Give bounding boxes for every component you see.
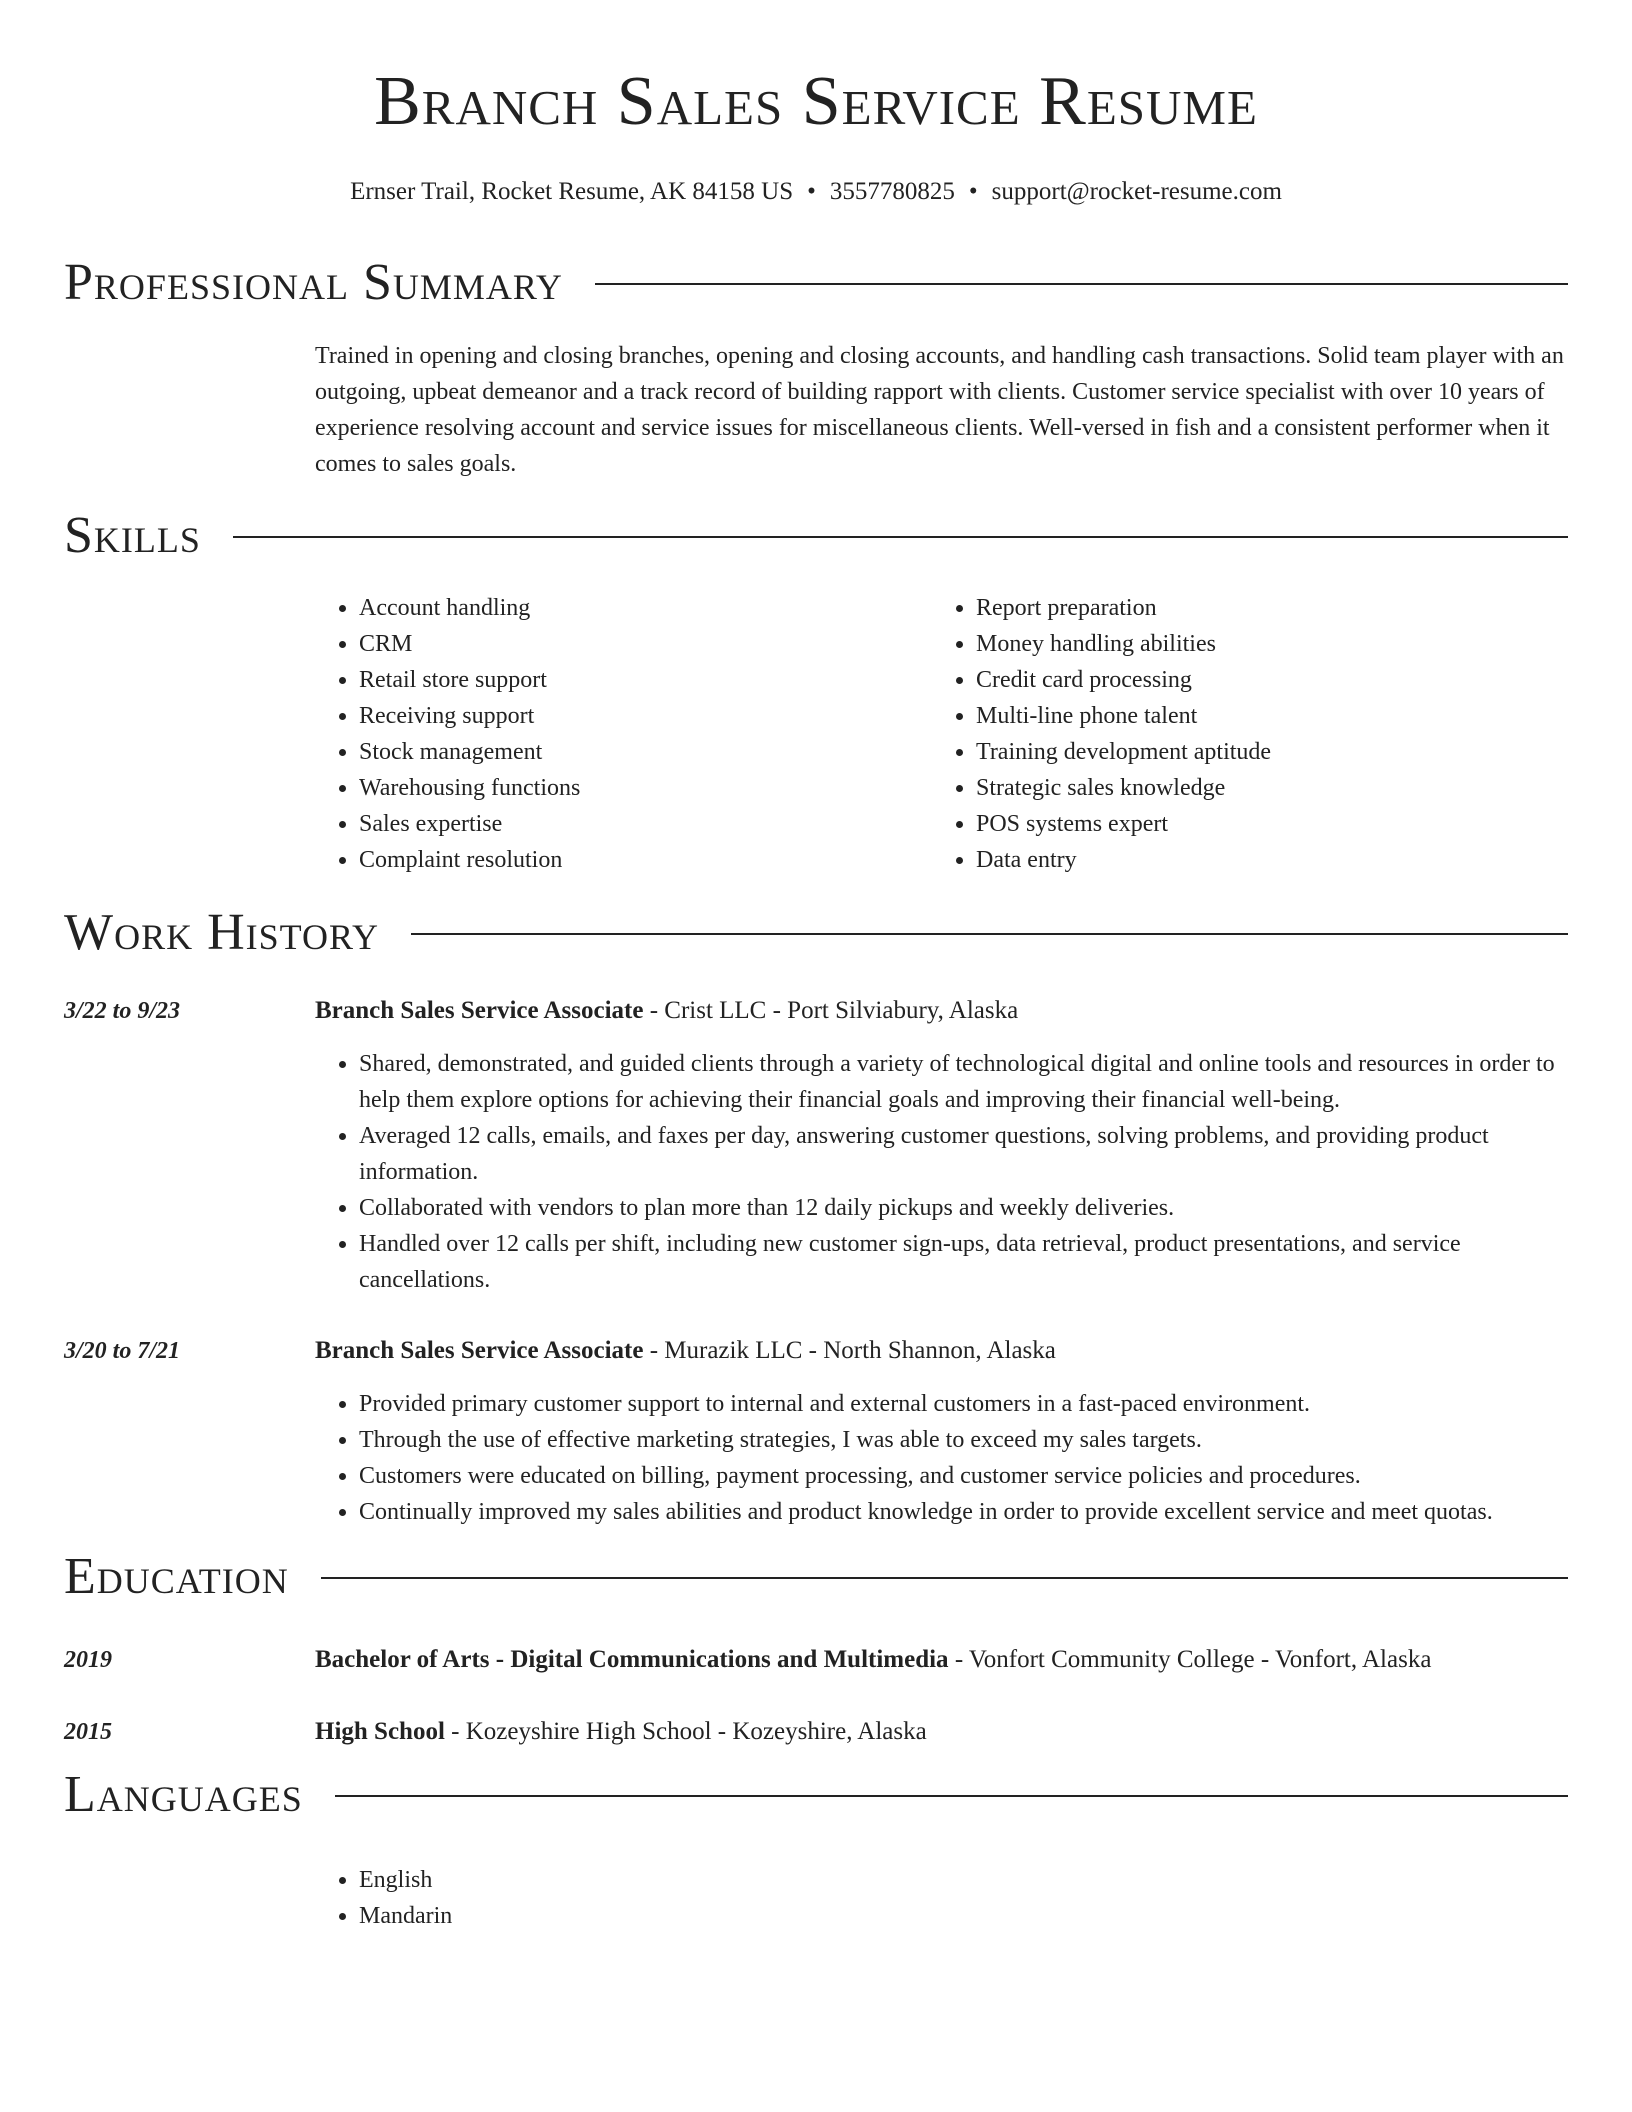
skill-item: • POS systems expert bbox=[976, 806, 1549, 842]
summary-text: Trained in opening and closing branches, opening and closing accounts, and handling cash transactions. Solid team player with an outgoing, upbeat demeanor and a track record of building rapport with clients. Customer service specialist with over 10 years of experience resolving account and service issues for miscellaneous clients. Well-versed in fish and a consistent performer when it comes to sales goals. bbox=[315, 343, 1564, 477]
skill-item: • Multi-line phone talent bbox=[976, 698, 1549, 734]
section-divider bbox=[411, 933, 1568, 935]
work-section-heading bbox=[64, 901, 1568, 965]
job-employer: - Crist LLC - Port Silviabury, Alaska bbox=[643, 997, 1019, 1024]
skill-item: • Money handling abilities bbox=[976, 626, 1549, 662]
section-divider bbox=[233, 536, 1568, 538]
job-duty-item: • Provided primary customer support to internal and external customers in a fast-paced environment. bbox=[359, 1386, 1568, 1422]
work-heading: Work History bbox=[64, 904, 380, 961]
contact-line bbox=[0, 176, 1632, 208]
job-employer: - Murazik LLC - North Shannon, Alaska bbox=[643, 1337, 1056, 1364]
section-divider bbox=[335, 1795, 1568, 1797]
job-duties bbox=[315, 1046, 1568, 1298]
education-heading: Education bbox=[64, 1548, 289, 1605]
job-title: Branch Sales Service Associate bbox=[315, 1337, 644, 1364]
skill-item: • Retail store support bbox=[359, 662, 932, 698]
job-duty-item: • Shared, demonstrated, and guided clients through a variety of technological digital and online tools and resources in order to help them explore options for achieving their financial goals and improving their financial well-being. bbox=[359, 1046, 1568, 1118]
skill-item: • Stock management bbox=[359, 734, 932, 770]
skill-item: • Receiving support bbox=[359, 698, 932, 734]
education-entry bbox=[315, 1714, 1568, 1750]
skill-item: • Training development aptitude bbox=[976, 734, 1549, 770]
languages-list bbox=[315, 1862, 1568, 1934]
education-school: - Kozeyshire High School - Kozeyshire, Alaska bbox=[444, 1718, 927, 1745]
education-entry bbox=[315, 1642, 1568, 1678]
job-duty-item: • Averaged 12 calls, emails, and faxes per day, answering customer questions, solving problems, and providing product information. bbox=[359, 1118, 1568, 1190]
contact-email: support@rocket-resume.com bbox=[991, 178, 1282, 205]
skills-section-heading bbox=[64, 504, 1568, 568]
job-duty-item: • Continually improved my sales abilities and product knowledge in order to provide excellent service and meet quotas. bbox=[359, 1494, 1568, 1530]
education-degree: Bachelor of Arts - Digital Communications and Multimedia bbox=[315, 1646, 949, 1673]
job-title-line bbox=[315, 993, 1568, 1029]
skills-column-right bbox=[932, 590, 1549, 878]
job-dates: 3/20 to 7/21 bbox=[64, 1338, 181, 1364]
skill-item: • Credit card processing bbox=[976, 662, 1549, 698]
skills-column-left bbox=[315, 590, 932, 878]
job-duty-item: • Handled over 12 calls per shift, including new customer sign-ups, data retrieval, product presentations, and service cancellations. bbox=[359, 1226, 1568, 1298]
education-section-heading bbox=[64, 1545, 1568, 1609]
job-title: Branch Sales Service Associate bbox=[315, 997, 644, 1024]
job-duty-item: • Through the use of effective marketing strategies, I was able to exceed my sales targets. bbox=[359, 1422, 1568, 1458]
skill-item: • CRM bbox=[359, 626, 932, 662]
language-item: • Mandarin bbox=[359, 1898, 1568, 1934]
skill-item: • Complaint resolution bbox=[359, 842, 932, 878]
skill-item: • Report preparation bbox=[976, 590, 1549, 626]
languages-heading: Languages bbox=[64, 1766, 303, 1823]
contact-separator: • bbox=[807, 178, 816, 205]
skill-item: • Warehousing functions bbox=[359, 770, 932, 806]
job-duty-item: • Customers were educated on billing, payment processing, and customer service policies and procedures. bbox=[359, 1458, 1568, 1494]
skill-item: • Sales expertise bbox=[359, 806, 932, 842]
contact-address: Ernser Trail, Rocket Resume, AK 84158 US bbox=[350, 178, 794, 205]
summary-heading: Professional Summary bbox=[64, 254, 563, 311]
job-duties bbox=[315, 1386, 1568, 1530]
summary-section-heading bbox=[64, 251, 1568, 315]
contact-separator: • bbox=[968, 178, 978, 205]
skill-item: • Account handling bbox=[359, 590, 932, 626]
education-degree: High School bbox=[315, 1718, 445, 1745]
section-divider bbox=[595, 283, 1568, 285]
skills-heading: Skills bbox=[64, 507, 201, 564]
resume-title: Branch Sales Service Resume bbox=[374, 63, 1258, 140]
language-item: • English bbox=[359, 1862, 1568, 1898]
job-title-line bbox=[315, 1333, 1568, 1369]
education-school: - Vonfort Community College - Vonfort, Alaska bbox=[948, 1646, 1432, 1673]
skill-item: • Data entry bbox=[976, 842, 1549, 878]
job-dates: 3/22 to 9/23 bbox=[64, 998, 181, 1024]
education-year: 2019 bbox=[64, 1647, 112, 1673]
job-duty-item: • Collaborated with vendors to plan more than 12 daily pickups and weekly deliveries. bbox=[359, 1190, 1568, 1226]
languages-section-heading bbox=[64, 1763, 1568, 1827]
contact-phone: 3557780825 bbox=[829, 178, 955, 205]
skill-item: • Strategic sales knowledge bbox=[976, 770, 1549, 806]
section-divider bbox=[321, 1577, 1568, 1579]
skills-list bbox=[315, 590, 1568, 878]
education-year: 2015 bbox=[64, 1719, 112, 1745]
